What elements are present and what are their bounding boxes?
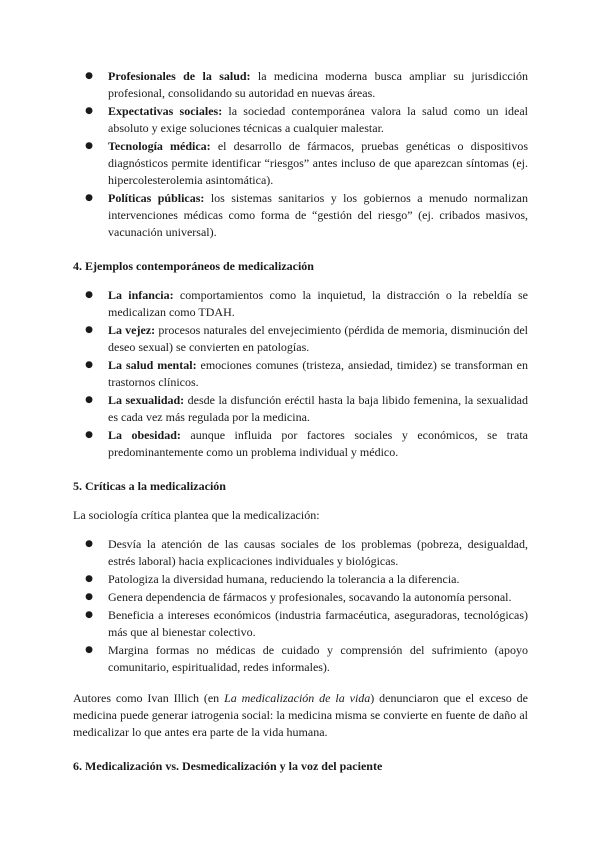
list-item — [73, 138, 528, 189]
section-intro: La sociología crítica plantea que la medicalización: — [73, 508, 320, 522]
section-heading: 4. Ejemplos contemporáneos de medicalización — [73, 259, 314, 273]
list-item-text: Patologiza la diversidad humana, reduciendo la tolerancia a la diferencia. — [108, 572, 460, 586]
list-item-text: comportamientos como la inquietud, la distracción o la rebeldía se medicalizan como TDAH. — [108, 288, 528, 319]
list-item-text: procesos naturales del envejecimiento (pérdida de memoria, disminución del deseo sexual) se convierten en patologías. — [108, 323, 528, 354]
list-item — [73, 357, 528, 391]
list-item-term: Políticas públicas: — [108, 191, 205, 205]
list-item — [73, 392, 528, 426]
bullet-icon: ● — [85, 645, 93, 655]
closing-paragraph — [73, 690, 528, 741]
section-heading: 5. Críticas a la medicalización — [73, 479, 226, 493]
list-item-text: Genera dependencia de fármacos y profesionales, socavando la autonomía personal. — [108, 590, 512, 604]
list-item — [73, 287, 528, 321]
list-item — [73, 571, 528, 588]
list-item — [73, 322, 528, 356]
criticisms-list — [73, 536, 528, 676]
bullet-icon: ● — [85, 325, 93, 335]
list-item — [73, 190, 528, 241]
bullet-icon: ● — [85, 360, 93, 370]
list-item-text: Desvía la atención de las causas sociales de los problemas (pobreza, desigualdad, estrés laboral) hacia explicaciones individuales y biológicas. — [108, 537, 528, 568]
list-item-text: el desarrollo de fármacos, pruebas genéticas o dispositivos diagnósticos permite identificar “riesgos” antes incluso de que aparezcan síntomas (ej. hipercolesterolemia asintomática). — [108, 139, 528, 187]
bullet-icon: ● — [85, 193, 93, 203]
list-item-term: La infancia: — [108, 288, 174, 302]
list-item — [73, 607, 528, 641]
list-item-term: Expectativas sociales: — [108, 104, 223, 118]
examples-list — [73, 287, 528, 461]
list-item — [73, 642, 528, 676]
bullet-icon: ● — [85, 539, 93, 549]
list-item-text: los sistemas sanitarios y los gobiernos a menudo normalizan intervenciones médicas como forma de “gestión del riesgo” (ej. cribados masivos, vacunación universal). — [108, 191, 529, 239]
list-item-text: emociones comunes (tristeza, ansiedad, timidez) se transforman en trastornos clínicos. — [108, 358, 528, 389]
book-title: La medicalización de la vida — [224, 691, 371, 705]
list-item — [73, 68, 528, 102]
bullet-icon: ● — [85, 106, 93, 116]
list-item — [73, 427, 528, 461]
list-item-term: La salud mental: — [108, 358, 197, 372]
bullet-icon: ● — [85, 395, 93, 405]
list-item-text: Beneficia a intereses económicos (industria farmacéutica, aseguradoras, tecnológicas) más que al bienestar colectivo. — [108, 608, 528, 639]
list-item-text: la medicina moderna busca ampliar su jurisdicción profesional, consolidando su autoridad en nuevas áreas. — [108, 69, 529, 100]
list-item-text: aunque influida por factores sociales y económicos, se trata predominantemente como un problema individual y médico. — [108, 428, 528, 459]
list-item-term: La sexualidad: — [108, 393, 185, 407]
list-item-term: Profesionales de la salud: — [108, 69, 251, 83]
list-item-term: La vejez: — [108, 323, 156, 337]
bullet-icon: ● — [85, 574, 93, 584]
bullet-icon: ● — [85, 592, 93, 602]
list-item — [73, 103, 528, 137]
page-content — [73, 68, 528, 775]
list-item-text: desde la disfunción eréctil hasta la baja libido femenina, la sexualidad es cada vez más regulada por la medicina. — [108, 393, 528, 424]
closing-text-end: ) denunciaron que el exceso de medicina puede generar iatrogenia social: la medicina misma se convierte en fuente de daño al medicalizar lo que antes era parte de la vida humana. — [73, 691, 528, 739]
bullet-icon: ● — [85, 290, 93, 300]
factors-list — [73, 68, 528, 241]
list-item-term: La obesidad: — [108, 428, 181, 442]
list-item-term: Tecnología médica: — [108, 139, 211, 153]
list-item — [73, 536, 528, 570]
list-item-text: la sociedad contemporánea valora la salud como un ideal absoluto y exige soluciones técnicas a cualquier malestar. — [108, 104, 529, 135]
bullet-icon: ● — [85, 430, 93, 440]
bullet-icon: ● — [85, 71, 93, 81]
list-item — [73, 589, 528, 606]
bullet-icon: ● — [85, 141, 93, 151]
section-heading: 6. Medicalización vs. Desmedicalización y la voz del paciente — [73, 759, 383, 773]
bullet-icon: ● — [85, 610, 93, 620]
closing-text-start: Autores como Ivan Illich (en — [73, 691, 225, 705]
list-item-text: Margina formas no médicas de cuidado y comprensión del sufrimiento (apoyo comunitario, espiritualidad, redes informales). — [108, 643, 528, 674]
